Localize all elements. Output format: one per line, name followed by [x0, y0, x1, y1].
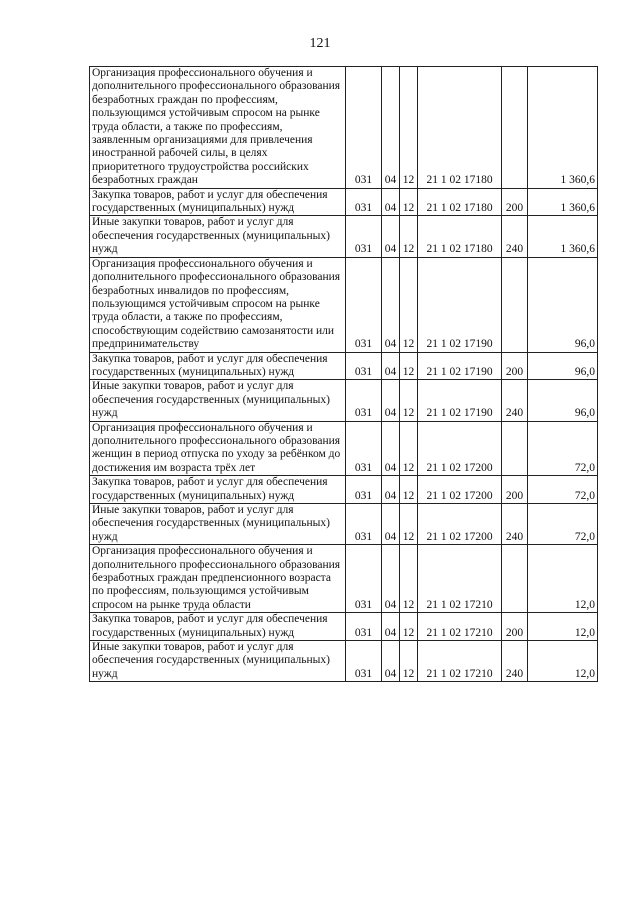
- expense-type-cell: 240: [502, 216, 528, 257]
- expense-name-cell: Иные закупки товаров, работ и услуг для обеспечения государственных (муниципальных) нужд: [90, 641, 346, 682]
- expense-name-cell: Иные закупки товаров, работ и услуг для обеспечения государственных (муниципальных) нужд: [90, 504, 346, 545]
- ministry-code-cell: 031: [346, 257, 382, 352]
- subsection-code-cell: 12: [400, 67, 418, 189]
- expense-type-cell: 240: [502, 504, 528, 545]
- table-row: [90, 380, 598, 421]
- expense-name-cell: Организация профессионального обучения и дополнительного профессионального образования безработных граждан предпенсионного возраста по профессиям, пользующимся устойчивым спросом на рынке труда области: [90, 545, 346, 613]
- expense-name-cell: Организация профессионального обучения и дополнительного профессионального образования безработных инвалидов по профессиям, пользующимся устойчивым спросом на рынке труда области, а также по профессиям, способствующим содействию самозанятости или предпринимательству: [90, 257, 346, 352]
- subsection-code-cell: 12: [400, 613, 418, 641]
- page-number: 121: [309, 36, 331, 51]
- expense-type-cell: 240: [502, 380, 528, 421]
- subsection-code-cell: 12: [400, 476, 418, 504]
- section-code-cell: 04: [382, 476, 400, 504]
- target-article-cell: 21 1 02 17180: [418, 216, 502, 257]
- expense-name-cell: Закупка товаров, работ и услуг для обеспечения государственных (муниципальных) нужд: [90, 476, 346, 504]
- section-code-cell: 04: [382, 380, 400, 421]
- expense-type-cell: [502, 545, 528, 613]
- section-code-cell: 04: [382, 257, 400, 352]
- expense-name-cell: Организация профессионального обучения и дополнительного профессионального образования безработных граждан по профессиям, пользующимся устойчивым спросом на рынке труда области, а также по профессиям, заявленным организациями для привлечения иностранной рабочей силы, в целях приоритетного трудоустройства российских безработных граждан: [90, 67, 346, 189]
- section-code-cell: 04: [382, 641, 400, 682]
- expense-name-cell: Закупка товаров, работ и услуг для обеспечения государственных (муниципальных) нужд: [90, 188, 346, 216]
- amount-cell: 12,0: [528, 641, 598, 682]
- section-code-cell: 04: [382, 613, 400, 641]
- target-article-cell: 21 1 02 17190: [418, 257, 502, 352]
- ministry-code-cell: 031: [346, 476, 382, 504]
- ministry-code-cell: 031: [346, 641, 382, 682]
- table-row: [90, 613, 598, 641]
- amount-cell: 1 360,6: [528, 216, 598, 257]
- table-row: [90, 545, 598, 613]
- expense-name-cell: Иные закупки товаров, работ и услуг для обеспечения государственных (муниципальных) нужд: [90, 380, 346, 421]
- expense-type-cell: 200: [502, 352, 528, 380]
- expense-type-cell: [502, 67, 528, 189]
- target-article-cell: 21 1 02 17180: [418, 188, 502, 216]
- expense-type-cell: 200: [502, 188, 528, 216]
- ministry-code-cell: 031: [346, 352, 382, 380]
- table-row: [90, 476, 598, 504]
- target-article-cell: 21 1 02 17200: [418, 504, 502, 545]
- table-row: [90, 504, 598, 545]
- ministry-code-cell: 031: [346, 421, 382, 476]
- subsection-code-cell: 12: [400, 504, 418, 545]
- target-article-cell: 21 1 02 17190: [418, 352, 502, 380]
- expense-name-cell: Закупка товаров, работ и услуг для обеспечения государственных (муниципальных) нужд: [90, 352, 346, 380]
- budget-table: [89, 66, 598, 682]
- expense-type-cell: [502, 421, 528, 476]
- expense-name-cell: Закупка товаров, работ и услуг для обеспечения государственных (муниципальных) нужд: [90, 613, 346, 641]
- amount-cell: 72,0: [528, 504, 598, 545]
- ministry-code-cell: 031: [346, 216, 382, 257]
- ministry-code-cell: 031: [346, 545, 382, 613]
- amount-cell: 12,0: [528, 545, 598, 613]
- subsection-code-cell: 12: [400, 641, 418, 682]
- expense-type-cell: 200: [502, 476, 528, 504]
- expense-type-cell: [502, 257, 528, 352]
- table-row: [90, 352, 598, 380]
- subsection-code-cell: 12: [400, 257, 418, 352]
- ministry-code-cell: 031: [346, 504, 382, 545]
- ministry-code-cell: 031: [346, 67, 382, 189]
- section-code-cell: 04: [382, 216, 400, 257]
- amount-cell: 72,0: [528, 421, 598, 476]
- section-code-cell: 04: [382, 504, 400, 545]
- table-row: [90, 216, 598, 257]
- expense-name-cell: Иные закупки товаров, работ и услуг для обеспечения государственных (муниципальных) нужд: [90, 216, 346, 257]
- expense-type-cell: 200: [502, 613, 528, 641]
- ministry-code-cell: 031: [346, 188, 382, 216]
- amount-cell: 12,0: [528, 613, 598, 641]
- amount-cell: 96,0: [528, 352, 598, 380]
- table-row: [90, 257, 598, 352]
- subsection-code-cell: 12: [400, 188, 418, 216]
- subsection-code-cell: 12: [400, 380, 418, 421]
- amount-cell: 1 360,6: [528, 188, 598, 216]
- section-code-cell: 04: [382, 188, 400, 216]
- table-body: [90, 67, 598, 682]
- ministry-code-cell: 031: [346, 613, 382, 641]
- target-article-cell: 21 1 02 17210: [418, 613, 502, 641]
- target-article-cell: 21 1 02 17210: [418, 545, 502, 613]
- amount-cell: 96,0: [528, 257, 598, 352]
- section-code-cell: 04: [382, 352, 400, 380]
- section-code-cell: 04: [382, 421, 400, 476]
- amount-cell: 96,0: [528, 380, 598, 421]
- table-row: [90, 67, 598, 189]
- amount-cell: 72,0: [528, 476, 598, 504]
- subsection-code-cell: 12: [400, 545, 418, 613]
- subsection-code-cell: 12: [400, 352, 418, 380]
- expense-name-cell: Организация профессионального обучения и дополнительного профессионального образования женщин в период отпуска по уходу за ребёнком до достижения им возраста трёх лет: [90, 421, 346, 476]
- target-article-cell: 21 1 02 17210: [418, 641, 502, 682]
- ministry-code-cell: 031: [346, 380, 382, 421]
- table-row: [90, 188, 598, 216]
- section-code-cell: 04: [382, 67, 400, 189]
- target-article-cell: 21 1 02 17180: [418, 67, 502, 189]
- expense-type-cell: 240: [502, 641, 528, 682]
- table-row: [90, 641, 598, 682]
- target-article-cell: 21 1 02 17200: [418, 421, 502, 476]
- target-article-cell: 21 1 02 17200: [418, 476, 502, 504]
- subsection-code-cell: 12: [400, 216, 418, 257]
- subsection-code-cell: 12: [400, 421, 418, 476]
- section-code-cell: 04: [382, 545, 400, 613]
- target-article-cell: 21 1 02 17190: [418, 380, 502, 421]
- table-row: [90, 421, 598, 476]
- amount-cell: 1 360,6: [528, 67, 598, 189]
